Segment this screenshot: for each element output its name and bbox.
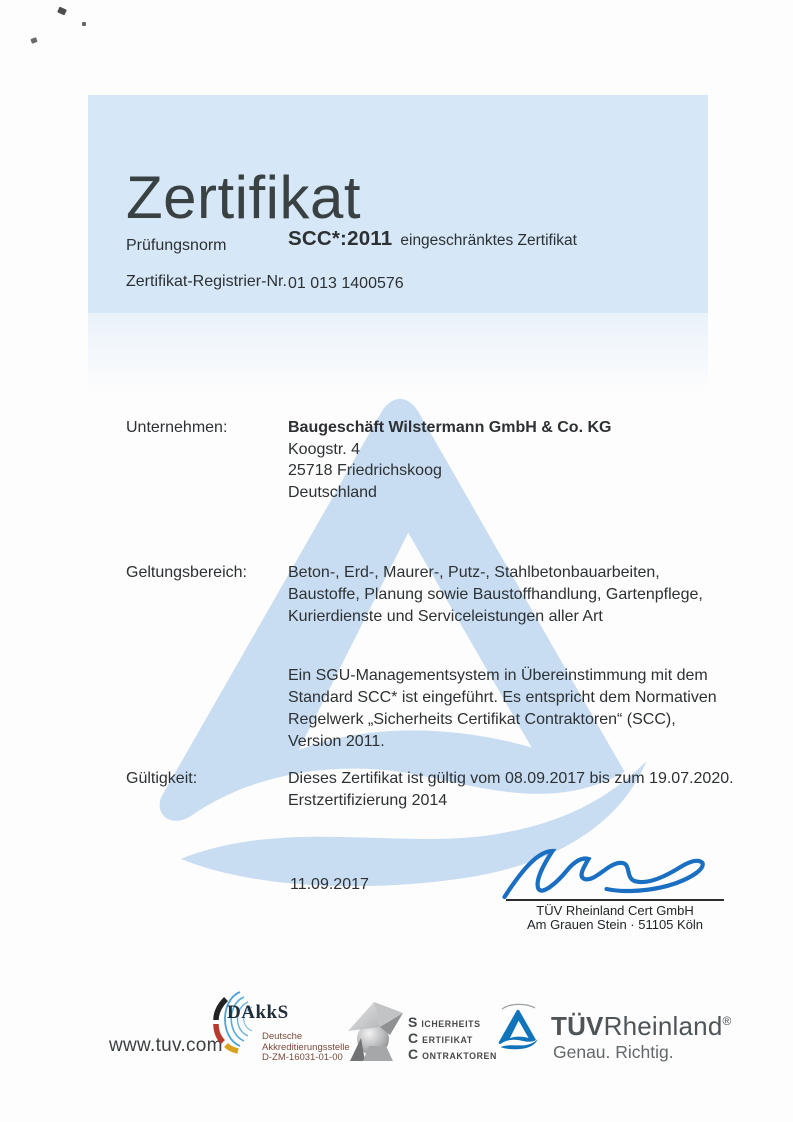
scc-text-block (408, 1014, 497, 1062)
norm-qualifier: eingeschränktes Zertifikat (400, 232, 577, 249)
scc-row (408, 1030, 497, 1046)
issuer-address: Am Grauen Stein · 51105 Köln (526, 916, 704, 932)
scc-row (408, 1014, 497, 1030)
website-text: www.tuv.com (109, 1035, 223, 1056)
registry-label: Zertifikat-Registrier-Nr. (126, 273, 287, 290)
dakks-wordmark: DAkkS (227, 1002, 289, 1023)
statement-block (288, 665, 717, 753)
scope-line: Beton-, Erd-, Maurer-, Putz-, Stahlbetonbauarbeiten, (288, 564, 660, 581)
dakks-sub-line: Akkreditierungsstelle (262, 1041, 350, 1053)
company-country: Deutschland (288, 483, 377, 501)
tuv-rheinland-logo (494, 1000, 744, 1078)
registered-mark: ® (722, 1014, 732, 1028)
issue-date: 11.09.2017 (290, 876, 369, 893)
dakks-sub-line: D-ZM-16031-01-00 (262, 1052, 343, 1063)
scan-speck (57, 7, 67, 16)
certificate-title: Zertifikat (126, 164, 362, 232)
tuv-brand-regular: Rheinland (603, 1011, 723, 1041)
company-name: Baugeschäft Wilstermann GmbH & Co. KG (288, 419, 612, 436)
statement-line: Standard SCC* ist eingeführt. Es entspricht dem Normativen (288, 689, 717, 706)
scc-initial: C (408, 1046, 419, 1062)
validity-line: Erstzertifizierung 2014 (288, 792, 448, 809)
tuv-triangle-icon (496, 1008, 540, 1050)
statement-line: Regelwerk „Sicherheits Certifikat Contraktoren“ (SCC), (288, 711, 676, 728)
statement-line: Version 2011. (288, 733, 385, 750)
dakks-sub-line: Deutsche (262, 1031, 303, 1042)
pruefungsnorm-value (288, 228, 577, 252)
company-label: Unternehmen: (126, 419, 228, 436)
scope-block (288, 562, 703, 628)
tuv-brand-text (551, 1011, 732, 1042)
tuv-tagline: Genau. Richtig. (553, 1042, 674, 1062)
dakks-logo (210, 988, 350, 1076)
validity-block (288, 768, 734, 812)
scan-speck (82, 22, 86, 26)
scope-line: Baustoffe, Planung sowie Baustoffhandlung, Gartenpflege, (288, 586, 703, 603)
scc-rest: ICHERHEITS (421, 1019, 481, 1029)
company-city: 25718 Friedrichskoog (288, 462, 442, 479)
scc-emblem-icon (346, 998, 404, 1068)
scc-initial: S (408, 1014, 418, 1030)
tuv-brand-bold: TÜV (551, 1011, 604, 1041)
validity-line: Dieses Zertifikat ist gültig vom 08.09.2017 bis zum 19.07.2020. (288, 770, 734, 787)
issuer-company: TÜV Rheinland Cert GmbH (536, 903, 694, 918)
dakks-subtext (262, 1032, 350, 1064)
registry-number: 01 013 1400576 (288, 275, 404, 292)
validity-label: Gültigkeit: (126, 770, 198, 787)
signature-scribble-icon (492, 843, 727, 901)
header-band-fade (88, 313, 708, 393)
company-street: Koogstr. 4 (288, 440, 361, 458)
pruefungsnorm-label: Prüfungsnorm (126, 237, 227, 254)
statement-line: Ein SGU-Managementsystem in Übereinstimmung mit dem (288, 667, 708, 684)
issuer-block (506, 904, 724, 931)
scc-initial: C (408, 1030, 419, 1046)
signature-line (506, 899, 724, 901)
scan-speck (30, 37, 37, 44)
company-block (288, 417, 611, 503)
norm-standard: SCC*:2011 (288, 227, 393, 250)
scc-rest: ONTRAKTOREN (422, 1051, 497, 1061)
scc-rest: ERTIFIKAT (422, 1035, 473, 1045)
scc-row (408, 1046, 497, 1062)
scope-label: Geltungsbereich: (126, 564, 247, 581)
scc-logo (346, 996, 497, 1074)
scope-line: Kurierdienste und Serviceleistungen aller Art (288, 608, 603, 625)
